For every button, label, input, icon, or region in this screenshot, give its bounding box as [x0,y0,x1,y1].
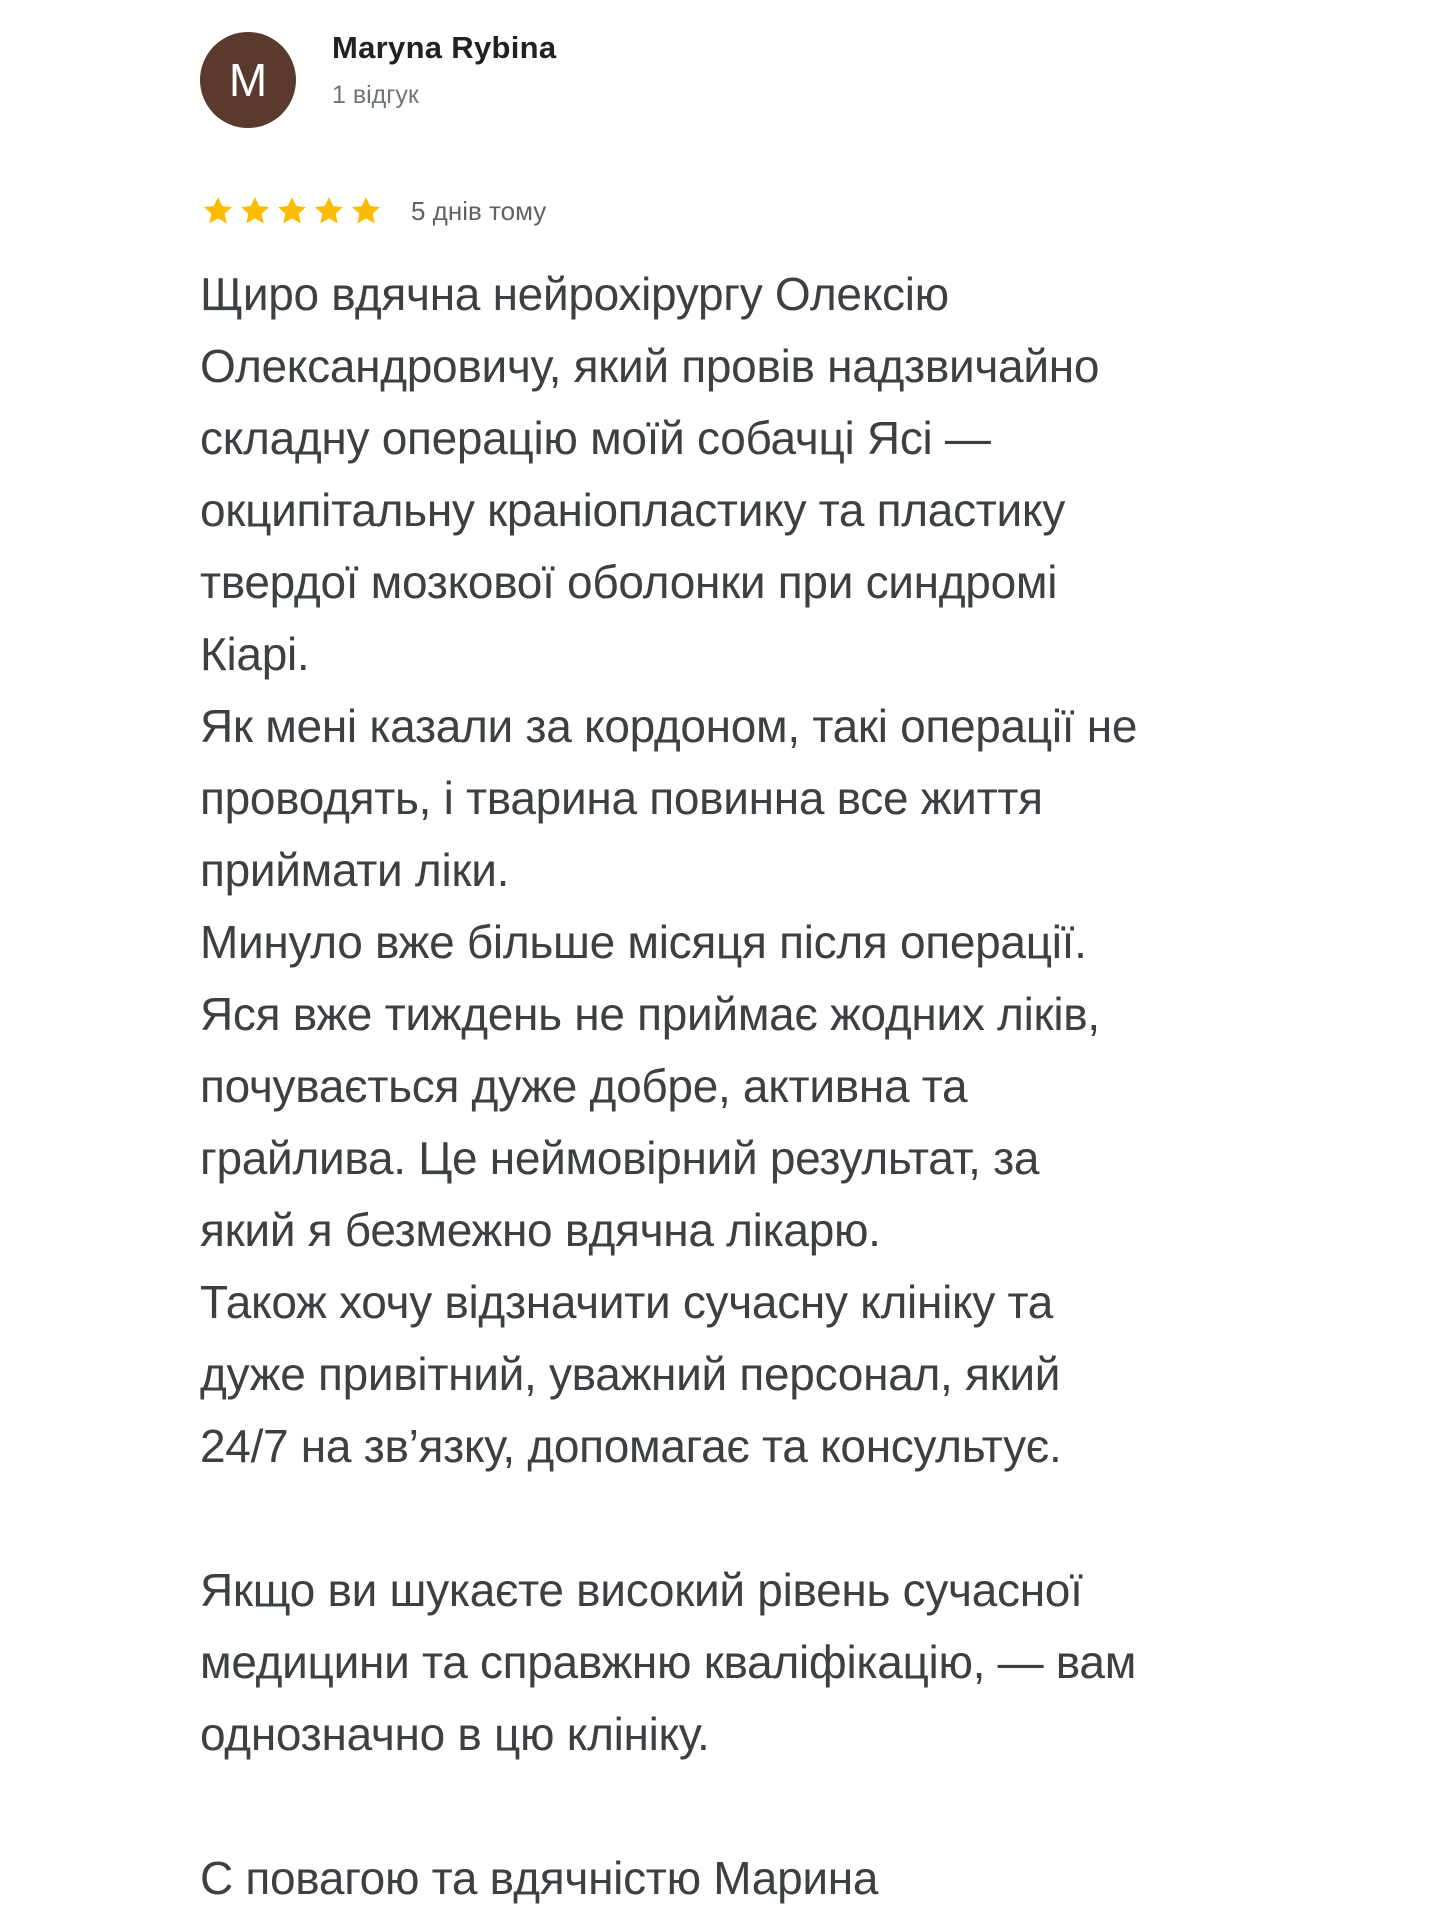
review-text-line: Яся вже тиждень не приймає жодних ліків, [200,988,1100,1040]
review-text-line: дуже привітний, уважний персонал, який [200,1348,1061,1400]
review-text-line: Олександровичу, який провів надзвичайно [200,340,1100,392]
review-text-line: Щиро вдячна нейрохірургу Олексію [200,268,949,320]
star-icon [200,194,236,228]
star-icon [274,194,310,228]
avatar[interactable]: M [200,32,296,128]
review-text-line: С повагою та вдячністю Марина [200,1852,879,1904]
star-icon [311,194,347,228]
review-card [200,24,1360,1914]
review-text-line: 24/7 на зв’язку, допомагає та консультує. [200,1420,1062,1472]
review-text-line: проводять, і тварина повинна все життя [200,772,1043,824]
review-text-line: однозначно в цю клініку. [200,1708,710,1760]
author-meta [332,28,556,112]
review-text-line: Кіарі. [200,628,310,680]
review-text-line: Також хочу відзначити сучасну клініку та [200,1276,1054,1328]
star-icon [348,194,384,228]
paragraph-gap [200,1482,1360,1554]
author-name[interactable]: Maryna Rybina [332,30,557,65]
review-text-line: почувається дуже добре, активна та [200,1060,968,1112]
review-text-line: який я безмежно вдячна лікарю. [200,1204,881,1256]
paragraph-gap [200,1770,1360,1842]
review-text-line: медицини та справжню кваліфікацію, — вам [200,1636,1137,1688]
review-text-line: приймати ліки. [200,844,510,896]
review-date: 5 днів тому [411,196,547,226]
review-text-line: складну операцію моїй собачці Ясі — [200,412,991,464]
star-rating [200,194,385,228]
review-text-line: окципітальну краніопластику та пластику [200,484,1065,536]
rating-row [200,194,1360,228]
review-text-line: Минуло вже більше місяця після операції. [200,916,1087,968]
star-icon [237,194,273,228]
review-text-line: грайлива. Це неймовірний результат, за [200,1132,1040,1184]
review-header [200,24,1360,128]
review-text-line: Якщо ви шукаєте високий рівень сучасної [200,1564,1083,1616]
review-text-line: твердої мозкової оболонки при синдромі [200,556,1058,608]
review-text-line: Як мені казали за кордоном, такі операції не [200,700,1138,752]
review-count: 1 відгук [332,81,419,109]
review-text [200,258,1360,1914]
